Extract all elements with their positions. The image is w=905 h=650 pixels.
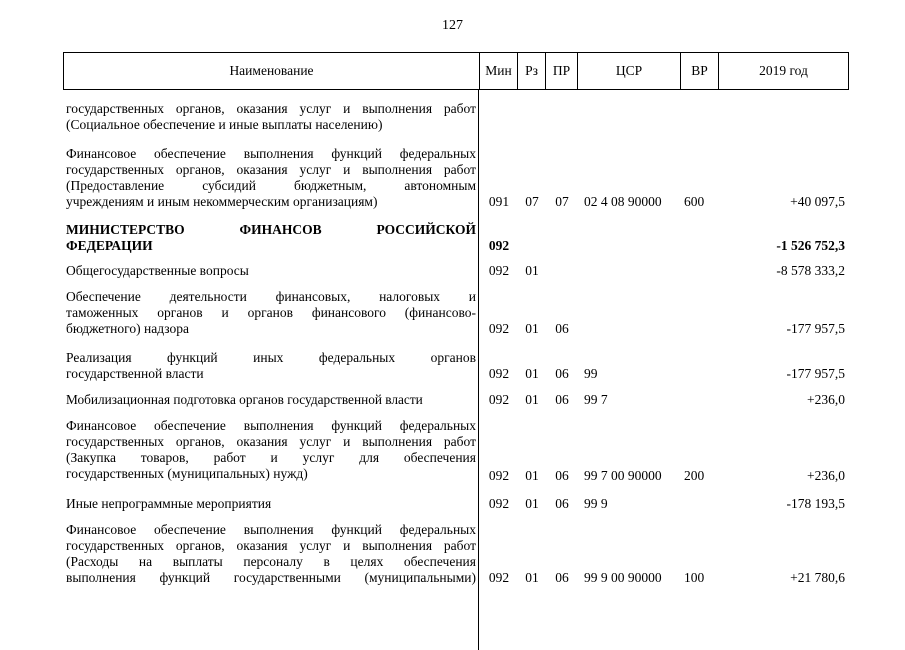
cell-min: 092 [488,570,510,585]
cell-pr: 06 [555,366,569,381]
row-name [66,418,476,482]
row-name-line: бюджетного) надзора [66,321,189,336]
row-name-line: Обеспечение деятельности финансовых, налоговых и [66,289,476,304]
cell-rz: 01 [525,468,539,483]
cell-min: 092 [488,496,510,511]
header-year: 2019 год [759,63,808,78]
row-name-line: (Предоставление субсидий бюджетным, автономным [66,178,476,193]
row-name-line: таможенных органов и органов финансового (финансово- [66,305,476,320]
cell-sum: -1 526 752,3 [776,238,845,253]
row-name-line: Иные непрограммные мероприятия [66,496,272,511]
row-name-line: Мобилизационная подготовка органов государственной власти [66,392,423,407]
cell-vr: 600 [684,194,705,209]
cell-csr: 99 [584,366,598,381]
row-name-line: учреждениям и иным некоммерческим организациям) [66,194,378,209]
row-name-line: выполнения функций государственными (муниципальными) [66,570,476,585]
cell-vr: 100 [684,570,705,585]
row-name [66,496,476,512]
cell-sum: +236,0 [807,468,845,483]
header-min: Мин [480,53,518,89]
cell-rz: 01 [525,570,539,585]
row-name-line: Реализация функций иных федеральных органов [66,350,476,365]
column-divider-name [478,90,479,650]
cell-pr: 07 [555,194,569,209]
cell-rz: 01 [525,366,539,381]
row-name-line: государственных (муниципальных) нужд) [66,466,308,481]
cell-csr: 99 7 [584,392,608,407]
row-name-line: ФЕДЕРАЦИИ [66,238,153,253]
cell-min: 092 [488,366,510,381]
cell-pr: 06 [555,321,569,336]
cell-min: 092 [488,392,510,407]
cell-min: 092 [488,321,510,336]
row-name-line: Финансовое обеспечение выполнения функций федеральных [66,522,476,537]
table-header [63,52,849,90]
row-name [66,392,476,408]
cell-rz: 01 [525,263,539,278]
cell-pr: 06 [555,392,569,407]
row-name-line: Финансовое обеспечение выполнения функций федеральных [66,146,476,161]
page-number: 127 [442,18,463,33]
row-name-line: государственных органов, оказания услуг и выполнения работ [66,101,476,116]
header-name: Наименование [64,53,480,89]
row-name-line: (Социальное обеспечение и иные выплаты населению) [66,117,383,132]
row-name [66,146,476,210]
row-name-line: (Расходы на выплаты персоналу в целях обеспечения [66,554,476,569]
cell-rz: 07 [525,194,539,209]
row-name-line: государственных органов, оказания услуг и выполнения работ [66,162,476,177]
row-name-line: (Закупка товаров, работ и услуг для обеспечения [66,450,476,465]
cell-sum: -177 957,5 [786,366,845,381]
cell-rz: 01 [525,392,539,407]
row-name [66,522,476,586]
row-name [66,222,476,254]
cell-csr: 99 9 00 90000 [584,570,662,585]
cell-min: 092 [488,238,510,253]
header-vr: ВР [681,53,719,89]
cell-sum: -8 578 333,2 [776,263,845,278]
cell-sum: -178 193,5 [786,496,845,511]
cell-sum: -177 957,5 [786,321,845,336]
row-name-line: государственных органов, оказания услуг и выполнения работ [66,538,476,553]
cell-pr: 06 [555,468,569,483]
header-rz: Рз [518,53,546,89]
cell-rz: 01 [525,321,539,336]
cell-vr: 200 [684,468,705,483]
cell-pr: 06 [555,570,569,585]
cell-sum: +21 780,6 [790,570,845,585]
cell-min: 091 [488,194,510,209]
row-name-line: МИНИСТЕРСТВО ФИНАНСОВ РОССИЙСКОЙ [66,222,476,237]
cell-csr: 99 9 [584,496,608,511]
row-name-line: государственных органов, оказания услуг и выполнения работ [66,434,476,449]
cell-min: 092 [488,468,510,483]
cell-sum: +236,0 [807,392,845,407]
row-name-line: Общегосударственные вопросы [66,263,249,278]
row-name [66,350,476,382]
row-name [66,263,476,279]
cell-rz: 01 [525,496,539,511]
cell-csr: 02 4 08 90000 [584,194,662,209]
cell-sum: +40 097,5 [790,194,845,209]
row-name [66,101,476,133]
row-name-line: Финансовое обеспечение выполнения функций федеральных [66,418,476,433]
header-csr: ЦСР [578,53,681,89]
row-name-line: государственной власти [66,366,204,381]
row-name [66,289,476,337]
header-pr: ПР [546,53,578,89]
cell-pr: 06 [555,496,569,511]
cell-csr: 99 7 00 90000 [584,468,662,483]
cell-min: 092 [488,263,510,278]
